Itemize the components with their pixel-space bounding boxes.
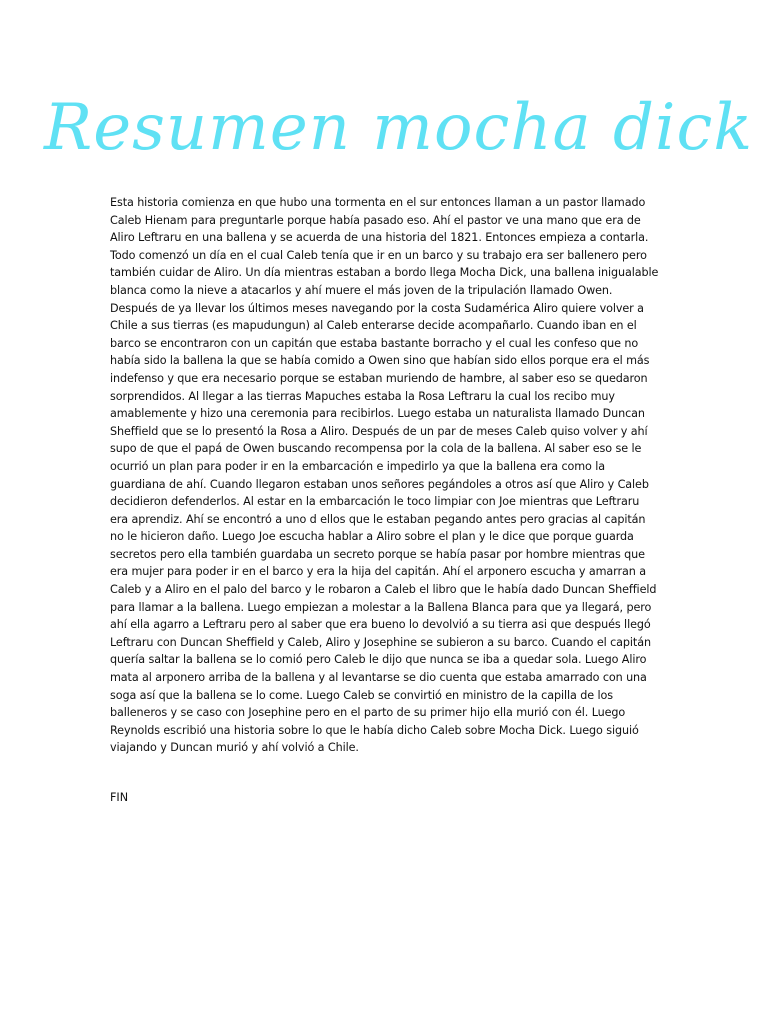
closing-text: FIN	[110, 791, 129, 804]
page-title: Resumen mocha dick	[44, 91, 754, 165]
summary-paragraph: Esta historia comienza en que hubo una tormenta en el sur entonces llaman a un pastor llamado Caleb Hienam para preguntarle porque había pasado eso. Ahí el pastor ve una mano que era de Aliro Leftraru en una ballena y se acuerda de una historia del 1821. Entonces empieza a contarla. Todo comenzó un día en el cual Caleb tenía que ir en un barco y su trabajo era ser ballenero pero también cuidar de Aliro. Un día mientras estaban a bordo llega Mocha Dick, una ballena inigualable blanca como la nieve a atacarlos y ahí muere el más joven de la tripulación llamado Owen. Después de ya llevar los últimos meses navegando por la costa Sudamérica Aliro quiere volver a Chile a sus tierras (es mapudungun) al Caleb enterarse decide acompañarlo. Cuando iban en el barco se encontraron con un capitán que estaba bastante borracho y el cual les confeso que no había sido la ballena la que se había comido a Owen sino que habían sido ellos porque era el más indefenso y que era necesario porque se estaban muriendo de hambre, al saber eso se quedaron sorprendidos. Al llegar a las tierras Mapuches estaba la Rosa Leftraru la cual los recibo muy amablemente y hizo una ceremonia para recibirlos. Luego estaba un naturalista llamado Duncan Sheffield que se lo presentó la Rosa a Aliro. Después de un par de meses Caleb quiso volver y ahí supo de que el papá de Owen buscando recompensa por la cola de la ballena. Al saber eso se le ocurrió un plan para poder ir en la embarcación e impedirlo ya que la ballena era como la guardiana de ahí. Cuando llegaron estaban unos señores pegándoles a otros así que Aliro y Caleb decidieron defenderlos. Al estar en la embarcación le toco limpiar con Joe mientras que Leftraru era aprendiz. Ahí se encontró a uno d ellos que le estaban pegando antes pero gracias al capitán no le hicieron daño. Luego Joe escucha hablar a Aliro sobre el plan y le dice que porque guarda secretos pero ella también guardaba un secreto porque se había pasar por hombre mientras que era mujer para poder ir en el barco y era la hija del capitán. Ahí el arponero escucha y amarran a Caleb y a Aliro en el palo del barco y le robaron a Caleb el libro que le había dado Duncan Sheffield para llamar a la ballena. Luego empiezan a molestar a la Ballena Blanca para que ya llegará, pero ahí ella agarro a Leftraru pero al saber que era bueno lo devolvió a su tierra asi que después llegó Leftraru con Duncan Sheffield y Caleb, Aliro y Josephine se subieron a su barco. Cuando el capitán quería saltar la ballena se lo comió pero Caleb le dijo que nunca se iba a quedar sola. Luego Aliro mata al arponero arriba de la ballena y al levantarse se dio cuenta que estaba amarrado con una soga así que la ballena se lo come. Luego Caleb se convirtió en ministro de la capilla de los balleneros y se caso con Josephine pero en el parto de su primer hijo ella murió con él. Luego Reynolds escribió una historia sobre lo que le había dicho Caleb sobre Mocha Dick. Luego siguió viajando y Duncan murió y ahí volvió a Chile.	[110, 196, 659, 755]
